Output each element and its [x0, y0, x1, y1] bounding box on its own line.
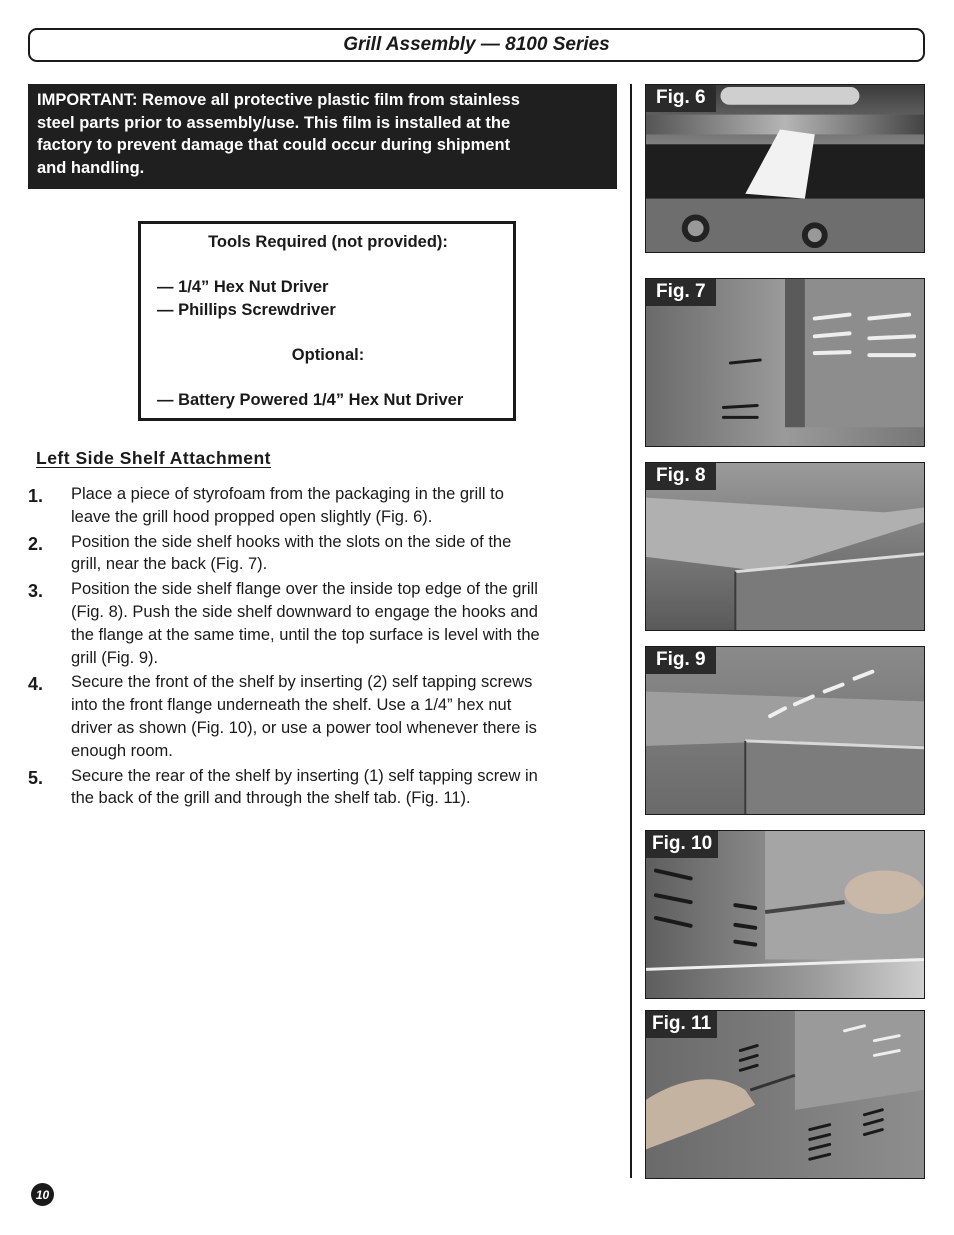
step-text [71, 578, 540, 669]
step-item [28, 765, 614, 811]
header-title: Grill Assembly — 8100 Series [343, 34, 610, 55]
step-line: the flange at the same time, until the top surface is level with the [71, 625, 540, 644]
step-line: grill, near the back (Fig. 7). [71, 555, 268, 574]
section-title: Left Side Shelf Attachment [36, 448, 272, 468]
figure-6 [645, 84, 925, 253]
step-item [28, 483, 614, 529]
step-line: enough room. [71, 741, 173, 760]
figure-10 [645, 830, 925, 999]
tool-item: — Phillips Screwdriver [157, 300, 336, 319]
step-number: 2. [28, 533, 44, 554]
figure-11 [645, 1010, 925, 1179]
step-item [28, 531, 614, 577]
figure-label: Fig. 8 [646, 463, 716, 490]
step-line: into the front flange underneath the shelf. Use a 1/4” hex nut [71, 696, 512, 715]
step-line: Secure the rear of the shelf by inserting (1) self tapping screw in [71, 766, 538, 785]
important-line: factory to prevent damage that could occur during shipment [37, 136, 511, 155]
step-item [28, 671, 614, 762]
step-line: Position the side shelf flange over the inside top edge of the grill [71, 580, 538, 599]
important-line: IMPORTANT: Remove all protective plastic film from stainless [37, 91, 520, 109]
important-line: and handling. [37, 158, 145, 177]
important-notice [28, 84, 617, 189]
step-number: 4. [28, 674, 44, 695]
figure-label: Fig. 9 [646, 647, 716, 674]
figure-label: Fig. 7 [646, 279, 716, 306]
steps-list [28, 483, 614, 812]
step-text [71, 765, 538, 811]
figure-8 [645, 462, 925, 631]
step-line: the back of the grill and through the shelf tab. (Fig. 11). [71, 789, 471, 808]
figure-label: Fig. 10 [646, 831, 718, 858]
figure-7 [645, 278, 925, 447]
figure-label: Fig. 11 [646, 1011, 717, 1038]
step-line: (Fig. 8). Push the side shelf downward to engage the hooks and [71, 602, 538, 621]
step-number: 3. [28, 581, 44, 602]
step-item [28, 578, 614, 669]
optional-tool-item: — Battery Powered 1/4” Hex Nut Driver [157, 390, 464, 409]
figure-label: Fig. 6 [646, 85, 716, 112]
step-line: leave the grill hood propped open slightly (Fig. 6). [71, 507, 433, 526]
tools-box [138, 221, 516, 421]
step-number: 5. [28, 767, 44, 788]
page-number: 10 [31, 1183, 54, 1206]
step-text [71, 531, 511, 577]
page-header [28, 28, 925, 62]
step-line: grill (Fig. 9). [71, 648, 159, 667]
step-line: Position the side shelf hooks with the slots on the side of the [71, 532, 512, 551]
optional-heading: Optional: [291, 345, 365, 364]
figure-9 [645, 646, 925, 815]
column-divider [630, 84, 632, 1178]
step-number: 1. [28, 486, 44, 506]
important-line: steel parts prior to assembly/use. This film is installed at the [37, 113, 511, 132]
step-text [71, 671, 537, 762]
tool-item: — 1/4” Hex Nut Driver [157, 278, 329, 296]
step-line: driver as shown (Fig. 10), or use a power tool whenever there is [71, 718, 537, 737]
step-line: Place a piece of styrofoam from the packaging in the grill to [71, 485, 504, 503]
tools-heading: Tools Required (not provided): [208, 233, 448, 251]
step-line: Secure the front of the shelf by inserting (2) self tapping screws [71, 673, 533, 692]
step-text [71, 483, 504, 529]
